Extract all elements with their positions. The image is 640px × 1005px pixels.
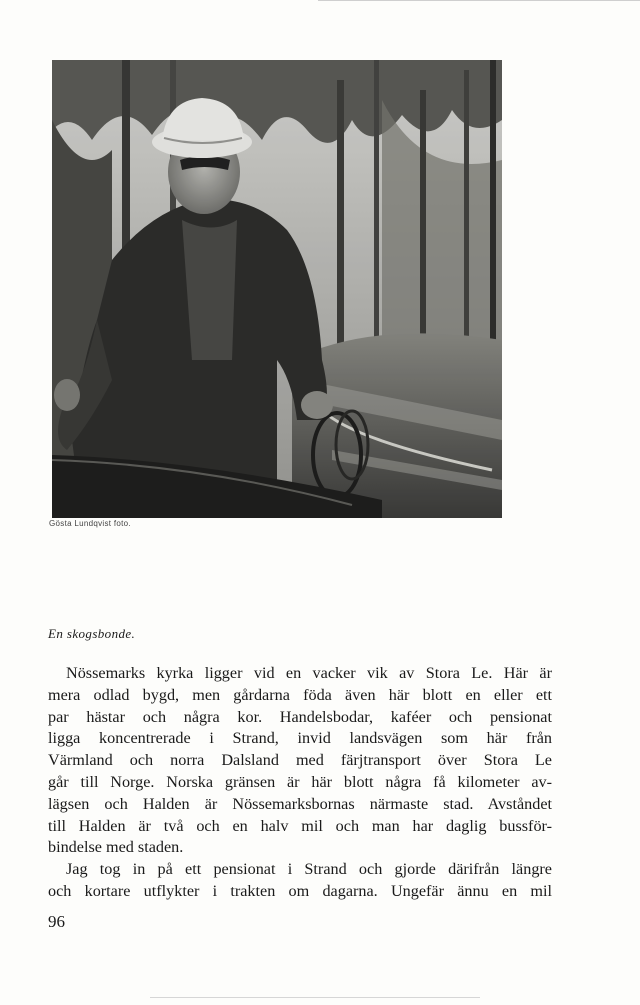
top-rule <box>318 0 640 1</box>
photo-illustration <box>52 60 502 518</box>
text-line: till Halden är två och en halv mil och man har daglig bussför- <box>48 816 552 835</box>
text-line: bindelse med staden. <box>48 838 184 857</box>
body-paragraphs <box>48 663 552 903</box>
text-line: går till Norge. Norska gränsen är här blott några få kilometer av- <box>48 772 552 791</box>
photo-credit: Gösta Lundqvist foto. <box>49 519 131 528</box>
text-line: lägsen och Halden är Nössemarksbornas närmaste stad. Avståndet <box>48 794 552 813</box>
photo-caption: En skogsbonde. <box>48 626 136 641</box>
text-line: mera odlad bygd, men gårdarna föda även här blott en eller ett <box>48 685 552 704</box>
text-line: par hästar och några kor. Handelsbodar, kaféer och pensionat <box>48 707 552 726</box>
text-line: Nössemarks kyrka ligger vid en vacker vik av Stora Le. Här är <box>66 664 552 682</box>
text-line: Värmland och norra Dalsland med färjtransport över Stora Le <box>48 751 552 770</box>
text-line: och kortare utflykter i trakten om dagarna. Ungefär ännu en mil <box>48 881 552 900</box>
photograph-forest-farmer <box>52 60 502 518</box>
text-line: ligga koncentrerade i Strand, invid landsvägen som här från <box>48 729 552 748</box>
page-number: 96 <box>48 912 65 931</box>
text-line: Jag tog in på ett pensionat i Strand och gjorde därifrån längre <box>66 860 552 879</box>
bottom-rule <box>150 997 480 998</box>
